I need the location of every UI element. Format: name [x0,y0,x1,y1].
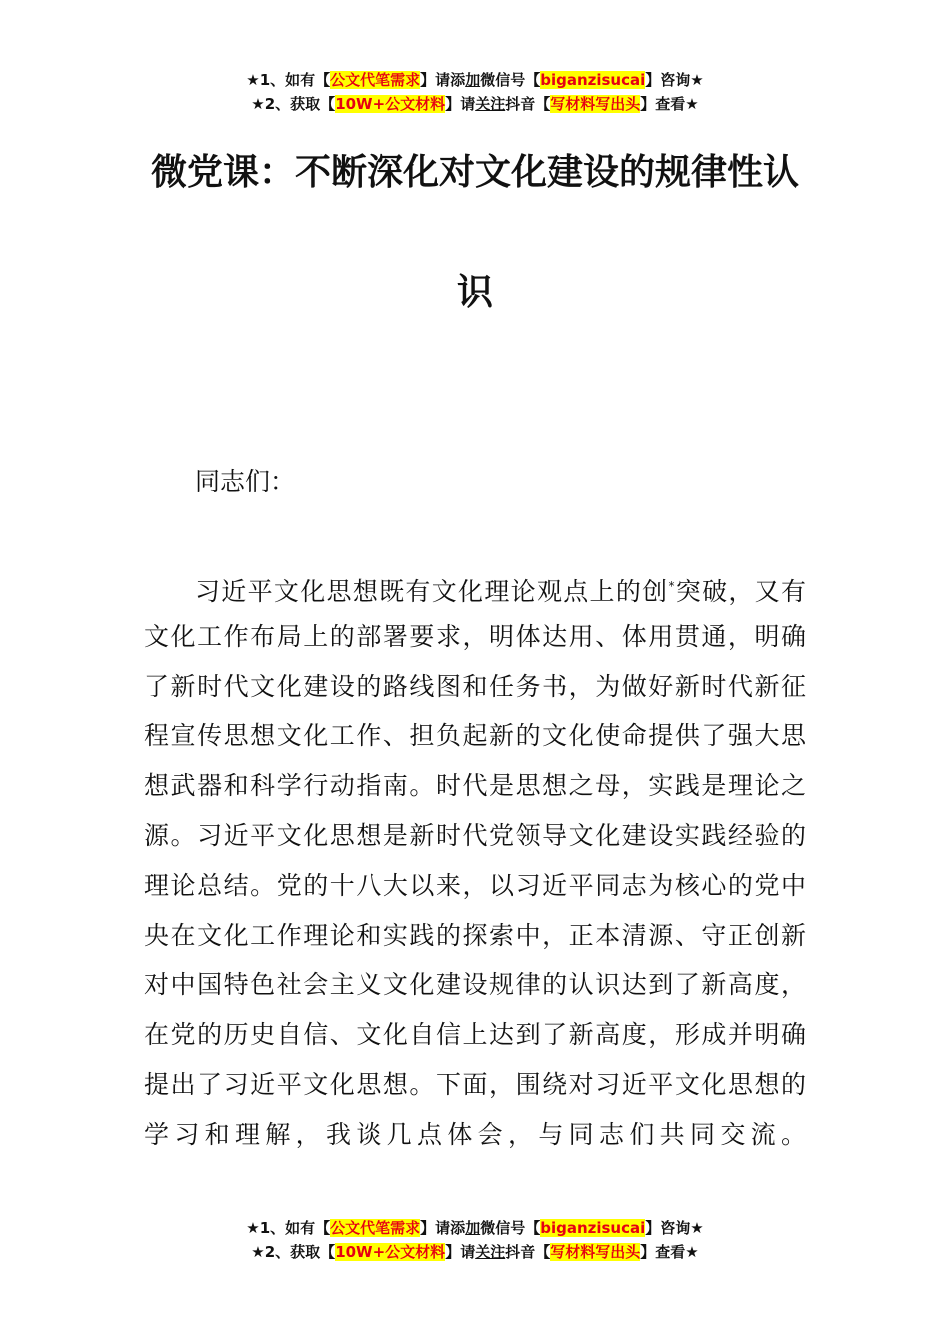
banner-text: 加 [465,1219,481,1237]
banner-text: 】请 [445,95,476,113]
inline-mark: * [668,579,675,593]
banner-text: 】查看★ [640,1243,699,1261]
banner-text: 抖音【 [505,95,551,113]
highlight-materials: 10W+公文材料 [335,95,446,113]
banner-text: 关注 [475,1243,506,1261]
banner-line-1 [0,68,950,92]
body-line: 源。习近平文化思想是新时代党领导文化建设实践经验的 [144,820,806,850]
body-line: 学习和理解，我谈几点体会，与同志们共同交流。 [144,1119,806,1149]
banner-text: 】咨询★ [645,1219,704,1237]
body-line-text: 突破，又有 [674,577,806,606]
greeting: 同志们： [195,467,296,496]
banner-line-2 [0,1240,950,1264]
document-title-continued: 识 [456,272,493,313]
highlight-service: 公文代笔需求 [330,71,421,89]
banner-text: 】咨询★ [645,71,704,89]
banner-text: 微信号【 [480,71,541,89]
highlight-wechat-id: biganzisucai [540,1219,646,1237]
banner-text: 关注 [475,95,506,113]
banner-text: 】请添 [420,71,466,89]
body-line [144,562,806,612]
banner-text: ★2、获取【 [251,1243,336,1261]
body-line: 对中国特色社会主义文化建设规律的认识达到了新高度， [144,970,806,1000]
body-line: 提出了习近平文化思想。下面，围绕对习近平文化思想的 [144,1069,806,1099]
banner-text: 】请 [445,1243,476,1261]
banner-line-1 [0,1216,950,1240]
header-banner [0,68,950,116]
banner-line-2 [0,92,950,116]
body-line-text: 习近平文化思想既有文化理论观点上的创 [195,577,669,606]
body-line: 央在文化工作理论和实践的探索中，正本清源、守正创新 [144,920,806,950]
banner-text: ★1、如有【 [246,71,331,89]
banner-text: 】请添 [420,1219,466,1237]
banner-text: 微信号【 [480,1219,541,1237]
body-line: 程宣传思想文化工作、担负起新的文化使命提供了强大思 [144,721,806,751]
body-line: 在党的历史自信、文化自信上达到了新高度，形成并明确 [144,1020,806,1050]
body-line: 理论总结。党的十八大以来，以习近平同志为核心的党中 [144,870,806,900]
banner-text: 加 [465,71,481,89]
footer-banner [0,1216,950,1264]
body-paragraph [144,562,806,1209]
highlight-douyin-id: 写材料写出头 [550,1243,641,1261]
document-title: 微党课：不断深化对文化建设的规律性认 [150,152,799,193]
body-line [144,1160,806,1210]
banner-text: ★1、如有【 [246,1219,331,1237]
body-line: 了新时代文化建设的路线图和任务书，为做好新时代新征 [144,671,806,701]
banner-text: 抖音【 [505,1243,551,1261]
highlight-materials: 10W+公文材料 [335,1243,446,1261]
banner-text: 】查看★ [640,95,699,113]
highlight-service: 公文代笔需求 [330,1219,421,1237]
highlight-douyin-id: 写材料写出头 [550,95,641,113]
banner-text: ★2、获取【 [251,95,336,113]
body-line: 想武器和科学行动指南。时代是思想之母，实践是理论之 [144,771,806,801]
highlight-wechat-id: biganzisucai [540,71,646,89]
body-line: 文化工作布局上的部署要求，明体达用、体用贯通，明确 [144,621,806,651]
